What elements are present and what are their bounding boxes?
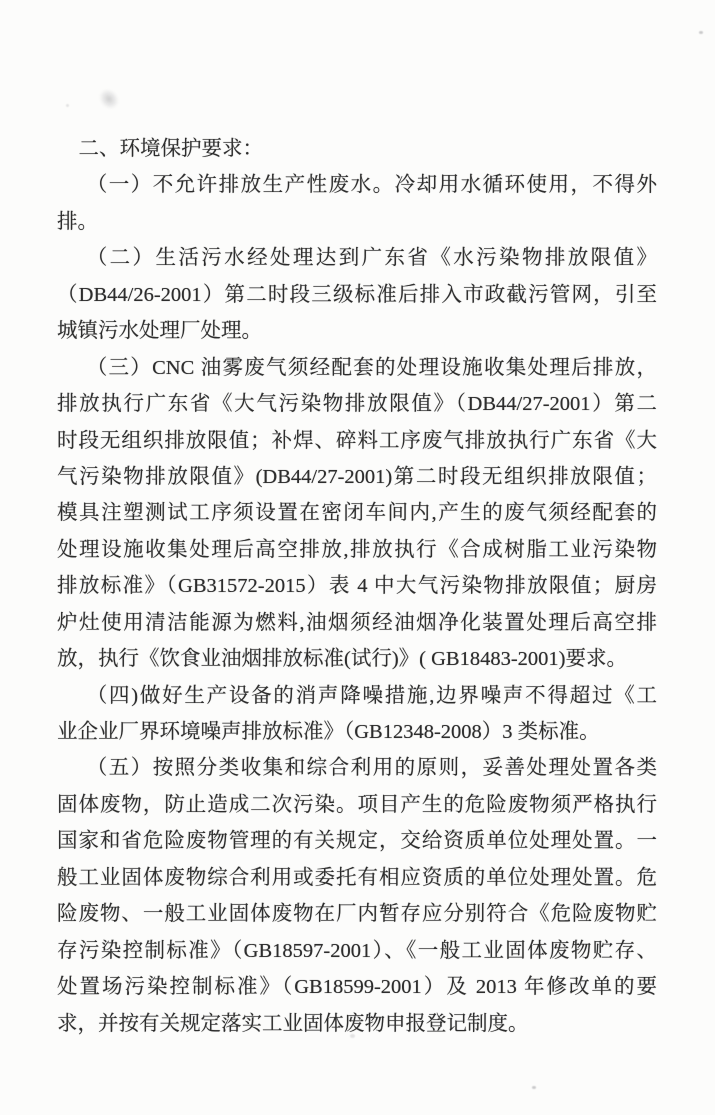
text-line: 求，并按有关规定落实工业固体废物申报登记制度。	[57, 1012, 529, 1035]
text-line: 放，执行《饮食业油烟排放标准(试行)》( GB18483-2001)要求。	[57, 648, 627, 671]
text-line: 排。	[57, 210, 98, 233]
scan-speck	[532, 1086, 536, 1089]
text-line: 国家和省危险废物管理的有关规定，交给资质单位处理处置。一	[57, 830, 657, 853]
paragraph-3	[57, 350, 657, 678]
paragraph-2	[57, 240, 657, 349]
text-line: 时段无组织排放限值；补焊、碎料工序废气排放执行广东省《大	[57, 429, 657, 452]
text-line: 气污染物排放限值》(DB44/27-2001)第二时段无组织排放限值；	[57, 465, 657, 488]
paragraph-5	[57, 750, 657, 1042]
text-line: （二）生活污水经处理达到广东省《水污染物排放限值》	[86, 247, 657, 270]
text-line: 存污染控制标准》（GB18597-2001）、《一般工业固体废物贮存、	[57, 939, 657, 962]
text-line: 模具注塑测试工序须设置在密闭车间内,产生的废气须经配套的	[57, 502, 657, 525]
text-line: （一）不允许排放生产性废水。冷却用水循环使用，不得外	[86, 174, 657, 197]
text-line: 险废物、一般工业固体废物在厂内暂存应分别符合《危险废物贮	[57, 903, 657, 926]
document-text-block	[57, 131, 657, 1042]
scan-speck	[66, 104, 69, 107]
text-line: 排放执行广东省《大气污染物排放限值》（DB44/27-2001）第二	[57, 393, 657, 416]
text-line: 业企业厂界环境噪声排放标准》（GB12348-2008）3 类标准。	[57, 721, 600, 743]
text-line: （五）按照分类收集和综合利用的原则，妥善处理处置各类	[86, 757, 657, 780]
text-line: 处置场污染控制标准》（GB18599-2001）及 2013 年修改单的要	[57, 976, 657, 999]
text-line: （DB44/26-2001）第二时段三级标准后排入市政截污管网，引至	[57, 283, 657, 306]
paragraph-4	[57, 678, 657, 751]
paragraph-1	[57, 167, 657, 240]
text-line: （三）CNC 油雾废气须经配套的处理设施收集处理后排放，	[86, 356, 657, 379]
text-line: 城镇污水处理厂处理。	[57, 320, 262, 343]
scan-speck	[699, 31, 703, 34]
text-line: 固体废物，防止造成二次污染。项目产生的危险废物须严格执行	[57, 793, 657, 816]
section-heading: 二、环境保护要求：	[78, 138, 264, 160]
text-line: 炉灶使用清洁能源为燃料,油烟须经油烟净化装置处理后高空排	[57, 611, 657, 634]
text-line: 处理设施收集处理后高空排放,排放执行《合成树脂工业污染物	[57, 538, 657, 561]
text-line: 般工业固体废物综合利用或委托有相应资质的单位处理处置。危	[57, 866, 657, 889]
text-line: 排放标准》（GB31572-2015）表 4 中大气污染物排放限值；厨房	[57, 575, 657, 598]
text-line: （四)做好生产设备的消声降噪措施,边界噪声不得超过《工	[86, 684, 657, 707]
scan-smudge	[95, 85, 123, 113]
